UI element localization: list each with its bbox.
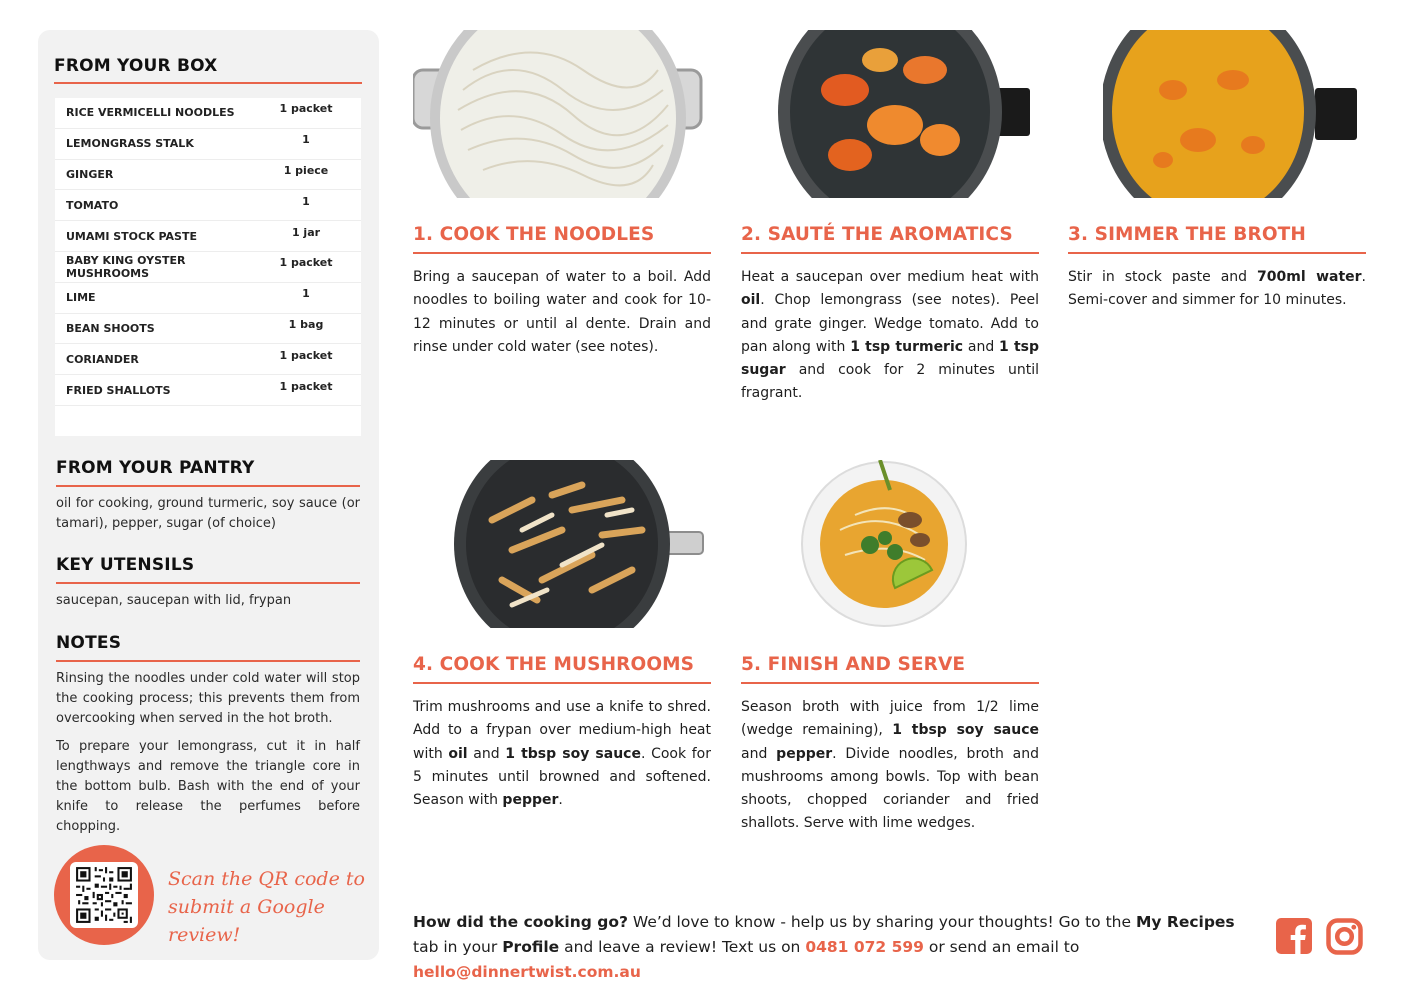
step-instructions xyxy=(413,266,711,359)
ingredient-name: UMAMI STOCK PASTE xyxy=(66,229,197,243)
pantry-divider xyxy=(56,485,360,487)
box-title-divider xyxy=(54,82,362,84)
step-text-part: . Cook for 5 minutes until browned and softened. Season with xyxy=(413,745,711,809)
footer-lead: How did the cooking go? xyxy=(413,913,628,931)
ingredient-name: BEAN SHOOTS xyxy=(66,321,155,335)
step-text-part: Season broth with juice from 1/2 lime (wedge remaining), xyxy=(741,699,1039,739)
step-title: 5. FINISH AND SERVE xyxy=(741,654,966,675)
step-text-part: and cook for 2 minutes until fragrant. xyxy=(741,362,1039,402)
ingredient-name: CORIANDER xyxy=(66,352,139,366)
qr-card xyxy=(70,862,138,928)
ingredient-qty: 1 xyxy=(302,194,310,208)
ingredients-sidebar xyxy=(38,30,379,960)
ingredient-row xyxy=(55,344,361,375)
step-divider xyxy=(413,252,711,254)
ingredient-row xyxy=(55,283,361,314)
broth-saucepan-photo xyxy=(1103,30,1359,198)
footer-text: tab in your xyxy=(413,938,503,956)
feedback-footer xyxy=(413,910,1263,985)
pantry-title: FROM YOUR PANTRY xyxy=(56,458,255,478)
aromatics-saucepan-photo xyxy=(775,30,1031,198)
step-2 xyxy=(741,224,1039,406)
step-text-part: and xyxy=(467,745,506,762)
box-title: FROM YOUR BOX xyxy=(54,56,218,76)
ingredient-qty: 1 xyxy=(302,287,310,301)
ingredient-highlight: 1 tbsp soy sauce xyxy=(505,745,641,762)
ingredient-qty: 1 packet xyxy=(279,102,333,116)
mushrooms-frypan-photo xyxy=(452,460,704,628)
my-recipes-label: My Recipes xyxy=(1135,913,1235,931)
ingredient-name: RICE VERMICELLI NOODLES xyxy=(66,106,235,120)
facebook-icon[interactable] xyxy=(1276,918,1312,954)
step-instructions xyxy=(741,696,1039,836)
step-text-part: Bring a saucepan of water to a boil. Add noodles to boiling water and cook for 10-12 minutes or until al dente. Drain and rinse under cold water (see notes). xyxy=(413,269,711,355)
noodles-saucepan-photo xyxy=(413,30,703,198)
ingredient-name: FRIED SHALLOTS xyxy=(66,383,171,397)
utensils-text: saucepan, saucepan with lid, frypan xyxy=(56,593,292,608)
step-1 xyxy=(413,224,711,359)
ingredient-qty: 1 bag xyxy=(288,317,324,331)
ingredient-row xyxy=(55,314,361,345)
utensils-section xyxy=(56,555,360,611)
ingredient-name: GINGER xyxy=(66,167,114,181)
pantry-text: oil for cooking, ground turmeric, soy sauce (or tamari), pepper, sugar (of choice) xyxy=(56,496,360,531)
ingredient-name: LEMONGRASS STALK xyxy=(66,137,194,151)
step-text-part: . xyxy=(558,792,563,809)
ingredient-name: TOMATO xyxy=(66,198,119,212)
ingredient-highlight: 700ml water xyxy=(1257,269,1362,285)
step-divider xyxy=(413,682,711,684)
ingredient-row xyxy=(55,160,361,191)
ingredient-row xyxy=(55,129,361,160)
step-instructions xyxy=(413,696,711,812)
step-3 xyxy=(1068,224,1366,313)
instagram-icon[interactable] xyxy=(1326,918,1363,955)
step-title: 2. SAUTÉ THE AROMATICS xyxy=(741,224,1013,245)
footer-text: We’d love to know - help us by sharing your thoughts! Go to the xyxy=(627,913,1136,931)
ingredient-row xyxy=(55,190,361,221)
step-text-part: . Semi-cover and simmer for 10 minutes. xyxy=(1068,269,1366,309)
step-divider xyxy=(741,252,1039,254)
email-link[interactable]: hello@dinnertwist.com.au xyxy=(413,963,641,981)
qr-badge[interactable] xyxy=(54,845,154,945)
qr-caption-line: Scan the QR code to xyxy=(168,868,365,890)
ingredient-qty: 1 packet xyxy=(279,256,333,270)
ingredient-qty: 1 packet xyxy=(279,379,333,393)
ingredient-name: BABY KING OYSTER MUSHROOMS xyxy=(66,253,186,280)
ingredient-highlight: oil xyxy=(448,745,468,762)
profile-label: Profile xyxy=(502,938,560,956)
ingredient-qty: 1 piece xyxy=(283,163,329,177)
step-divider xyxy=(741,682,1039,684)
ingredient-highlight: oil xyxy=(741,292,761,309)
step-title: 4. COOK THE MUSHROOMS xyxy=(413,654,695,675)
step-text-part: Stir in stock paste and xyxy=(1068,269,1258,285)
step-text-part: Heat a saucepan over medium heat with xyxy=(741,269,1039,285)
ingredient-highlight: 1 tsp turmeric xyxy=(850,338,964,355)
ingredients-table xyxy=(55,98,361,436)
note-paragraph: Rinsing the noodles under cold water will stop the cooking process; this prevents them from overcooking when served in the hot broth. xyxy=(56,671,360,726)
ingredient-row xyxy=(55,375,361,406)
ingredient-highlight: 1 tbsp soy sauce xyxy=(892,722,1039,739)
step-instructions xyxy=(1068,266,1366,313)
finished-bowl-photo xyxy=(800,460,970,628)
footer-text: or send an email to xyxy=(923,938,1080,956)
utensils-title: KEY UTENSILS xyxy=(56,555,195,575)
step-text-part: Trim mushrooms and use a knife to shred. Add to a frypan over medium-high heat with xyxy=(413,699,711,762)
ingredient-qty: 1 jar xyxy=(291,225,321,239)
ingredient-highlight: pepper xyxy=(776,745,833,762)
ingredient-row xyxy=(55,98,361,129)
step-text-part: . Chop lemongrass (see notes). Peel and grate ginger. Wedge tomato. Add to pan along with xyxy=(741,292,1039,355)
note-paragraph: To prepare your lemongrass, cut it in half lengthways and remove the triangle core in the bottom bulb. Bash with the end of your knife to release the perfumes before chopping. xyxy=(56,739,360,834)
step-4 xyxy=(413,654,711,812)
ingredient-qty: 1 packet xyxy=(279,348,333,362)
step-5 xyxy=(741,654,1039,836)
utensils-divider xyxy=(56,582,360,584)
ingredient-name: LIME xyxy=(66,291,96,305)
step-title: 1. COOK THE NOODLES xyxy=(413,224,655,245)
step-divider xyxy=(1068,252,1366,254)
phone-link[interactable]: 0481 072 599 xyxy=(805,938,924,956)
ingredient-qty: 1 xyxy=(302,133,310,147)
step-text-part: and xyxy=(741,745,777,762)
step-title: 3. SIMMER THE BROTH xyxy=(1068,224,1306,245)
ingredient-highlight: pepper xyxy=(502,792,559,809)
qr-caption-line: submit a Google review! xyxy=(168,896,325,946)
step-text-part: and xyxy=(963,338,999,355)
notes-section xyxy=(56,633,360,837)
notes-divider xyxy=(56,660,360,662)
ingredient-row xyxy=(55,252,361,283)
ingredient-row xyxy=(55,221,361,252)
step-text-part: . Divide noodles, broth and mushrooms among bowls. Top with bean shoots, chopped coriander and fried shallots. Serve with lime wedges. xyxy=(741,745,1039,832)
pantry-section xyxy=(56,458,360,534)
qr-code-icon xyxy=(74,865,134,925)
notes-title: NOTES xyxy=(56,633,122,653)
step-instructions xyxy=(741,266,1039,406)
ingredient-highlight: 1 tsp sugar xyxy=(741,338,1039,379)
footer-text: and leave a review! Text us on xyxy=(559,938,806,956)
qr-caption xyxy=(168,865,379,949)
